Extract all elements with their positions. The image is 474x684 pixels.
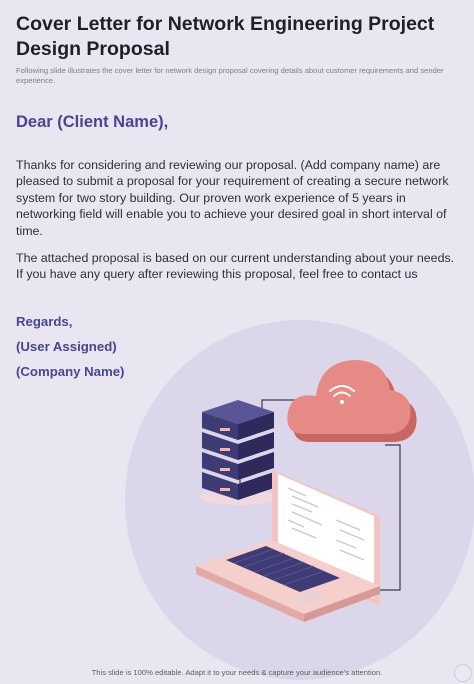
salutation: Dear (Client Name), xyxy=(16,113,169,131)
page-subtitle: Following slide illustrates the cover letter for network design proposal covering details about customer requirements and sender experience. xyxy=(16,66,444,85)
corner-logo-circle xyxy=(454,664,472,682)
letter-paragraph-2: The attached proposal is based on our current understanding about your needs. If you have any query after reviewing this proposal, feel free to contact us xyxy=(16,251,455,282)
user-assigned-label: (User Assigned) xyxy=(16,339,117,354)
regards-label: Regards, xyxy=(16,314,73,329)
company-name-label: (Company Name) xyxy=(16,364,125,379)
page-title: Cover Letter for Network Engineering Project Design Proposal xyxy=(16,13,435,60)
footer-note: This slide is 100% editable. Adapt it to your needs & capture your audience’s attention. xyxy=(91,668,383,677)
letter-paragraph-1: Thanks for considering and reviewing our proposal. (Add company name) are pleased to submit a proposal for your requirement of creating a secure network system for two story building. Our proven work experience of 5 years in networking field will enable you to achieve your desired goal in short interval of time. xyxy=(16,158,449,238)
